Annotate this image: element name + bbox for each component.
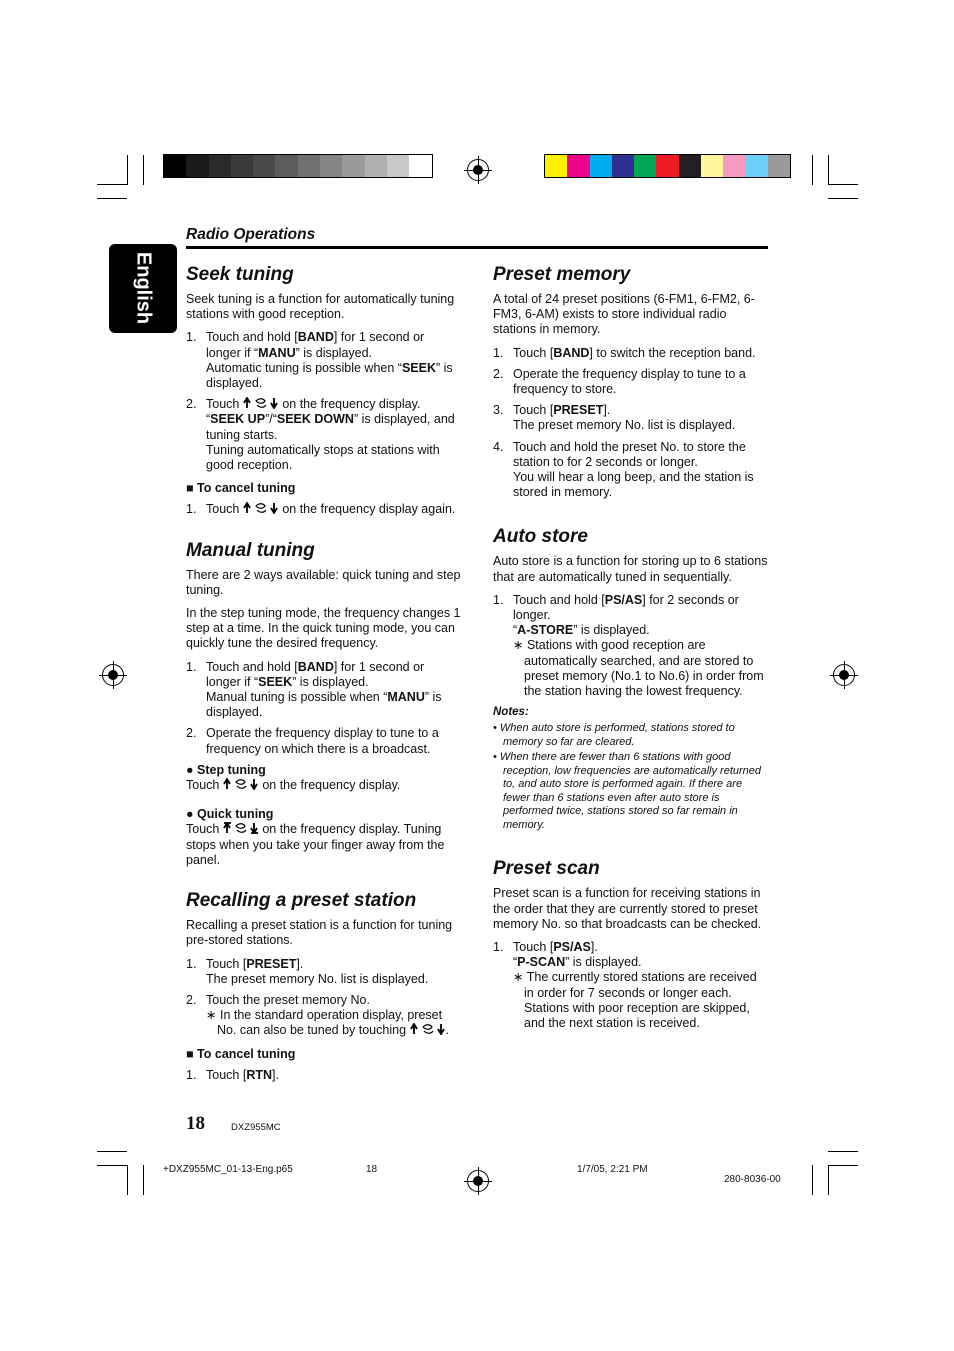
crop-mark [127,155,128,185]
language-tab [109,244,177,333]
color-swatch [231,155,253,177]
seek-arrows-icon [410,1023,446,1035]
manual-p1: There are 2 ways available: quick tuning and step tuning. [186,567,461,597]
preset-step-4: 4. Touch and hold the preset No. to store the station to for 2 seconds or longer. You will hear a long beep, and the station is stored in memory. [493,439,754,500]
color-swatch [209,155,231,177]
crop-mark [97,184,127,185]
heading-recalling-preset: Recalling a preset station [186,890,417,912]
crop-mark [828,198,858,199]
left-column [186,264,462,1089]
color-swatch [275,155,297,177]
recall-cancel-heading: ■ To cancel tuning [186,1046,296,1061]
seek-cancel-step: 1. Touch on the frequency display again. [186,502,456,517]
footer-file: +DXZ955MC_01-13-Eng.p65 [163,1164,293,1175]
heading-manual-tuning: Manual tuning [186,539,315,561]
recall-step-1: 1. Touch [PRESET]. The preset memory No. list is displayed. [186,956,429,986]
color-swatch [298,155,320,177]
crop-mark [127,1165,128,1195]
step-arrows-icon [223,778,259,790]
crop-mark [143,155,144,185]
color-swatch [186,155,208,177]
scan-intro: Preset scan is a function for receiving stations in the order that they are currently stored to preset memory No. so that broadcasts can be checked. [493,886,762,931]
color-swatch [590,155,612,177]
color-swatch [679,155,701,177]
recall-step-2: 2. Touch the preset memory No. ∗ In the standard operation display, preset No. can also be tuned by touching . [186,993,462,1039]
language-tab-label: English [132,251,155,325]
seek-intro: Seek tuning is a function for automatically tuning stations with good reception. [186,292,455,322]
color-swatch [656,155,678,177]
process-color-bar [544,154,791,178]
registration-mark-icon [467,159,489,181]
quick-arrows-icon [223,822,259,834]
seek-step-1: 1. Touch and hold [BAND] for 1 second or longer if “MANU” is displayed. Automatic tuning is possible when “SEEK” is displayed. [186,330,453,391]
crop-mark [97,198,127,199]
color-swatch [746,155,768,177]
model-name: DXZ955MC [231,1122,281,1133]
footer-code: 280-8036-00 [724,1174,781,1185]
registration-mark-icon [467,1170,489,1192]
crop-mark [143,1165,144,1195]
auto-intro: Auto store is a function for storing up to 6 stations that are automatically tuned in sequentially. [493,554,768,584]
color-swatch [409,155,431,177]
color-swatch [365,155,387,177]
seek-step-2: 2. Touch on the frequency display. “SEEK UP”/“SEEK DOWN” is displayed, and tuning starts. Tuning automatically stops at stations with good reception. [186,397,455,473]
section-title: Radio Operations [186,226,316,243]
note-item: • When auto store is performed, stations stored to memory so far are cleared. [493,722,735,748]
seek-arrows-icon [243,397,279,409]
crop-mark [812,155,813,185]
crop-mark [812,1165,813,1195]
right-column [493,264,769,1037]
color-swatch [320,155,342,177]
crop-mark [97,1165,127,1166]
color-swatch [567,155,589,177]
scan-step-1: 1. Touch [PS/AS]. “P-SCAN” is displayed. ∗ The currently stored stations are received in order for 7 seconds or longer each. Stations with poor reception are skipped, and the next station is received. [493,940,769,1031]
heading-preset-scan: Preset scan [493,858,600,880]
heading-auto-store: Auto store [493,526,588,548]
crop-mark [828,184,858,185]
crop-mark [828,1165,829,1195]
registration-mark-icon [833,664,855,686]
quick-tuning-heading: ● Quick tuning [186,807,274,822]
auto-star-note: ∗ Stations with good reception are automatically searched, and are stored to preset memory (No.1 to No.6) in order from the station having the lowest frequency. [513,638,764,699]
grayscale-color-bar [163,154,433,178]
seek-cancel-heading: ■ To cancel tuning [186,481,296,496]
footer-date: 1/7/05, 2:21 PM [577,1164,648,1175]
color-swatch [387,155,409,177]
section-rule [186,246,768,249]
manual-step-2: 2. Operate the frequency display to tune to a frequency on which there is a broadcast. [186,726,439,756]
preset-step-3: 3. Touch [PRESET]. The preset memory No. list is displayed. [493,403,736,433]
color-swatch [342,155,364,177]
color-swatch [545,155,567,177]
recall-intro: Recalling a preset station is a function for tuning pre-stored stations. [186,918,453,948]
crop-mark [828,1151,858,1152]
notes-heading: Notes: [493,706,529,719]
color-swatch [612,155,634,177]
manual-step-1: 1. Touch and hold [BAND] for 1 second or longer if “SEEK” is displayed. Manual tuning is possible when “MANU” is displayed. [186,659,442,720]
crop-mark [828,155,829,185]
quick-tuning-text: Touch on the frequency display. Tuning stops when you take your finger away from the panel. [186,822,445,867]
color-swatch [701,155,723,177]
registration-mark-icon [102,664,124,686]
recall-cancel-step: 1. Touch [RTN]. [186,1067,279,1082]
note-item: • When there are fewer than 6 stations with good reception, low frequencies are automatically returned to, and auto store is performed again. If there are fewer than 6 stations even after auto store is performed twice, stations stored so far remain in memory. [493,751,762,831]
preset-step-1: 1. Touch [BAND] to switch the reception band. [493,345,756,360]
seek-arrows-icon [243,502,279,514]
manual-p2: In the step tuning mode, the frequency changes 1 step at a time. In the quick tuning mode, you can quickly tune the desired frequency. [186,606,461,651]
step-tuning-text: Touch on the frequency display. [186,778,401,793]
crop-mark [828,1165,858,1166]
color-swatch [253,155,275,177]
auto-step-1: 1. Touch and hold [PS/AS] for 2 seconds or longer. “A-STORE” is displayed. ∗ Stations with good reception are automatically searched, and are stored to preset memory (No.1 to No.6) in order from the station having the lowest frequency. [493,593,769,699]
recall-star-note: ∗ In the standard operation display, preset No. can also be tuned by touching . [206,1008,449,1038]
heading-seek-tuning: Seek tuning [186,264,294,285]
crop-mark [97,1151,127,1152]
heading-preset-memory: Preset memory [493,264,631,285]
footer-page: 18 [366,1164,378,1175]
page-number: 18 [186,1113,205,1134]
preset-intro: A total of 24 preset positions (6-FM1, 6-FM2, 6-FM3, 6-AM) exists to store individual radio stations in memory. [493,292,755,337]
preset-step-2: 2. Operate the frequency display to tune to a frequency to store. [493,366,746,397]
color-swatch [723,155,745,177]
color-swatch [768,155,790,177]
step-tuning-heading: ● Step tuning [186,762,266,777]
color-swatch [634,155,656,177]
color-swatch [164,155,186,177]
scan-star-note: ∗ The currently stored stations are received in order for 7 seconds or longer each. Stations with poor reception are skipped, and the next station is received. [513,970,757,1031]
